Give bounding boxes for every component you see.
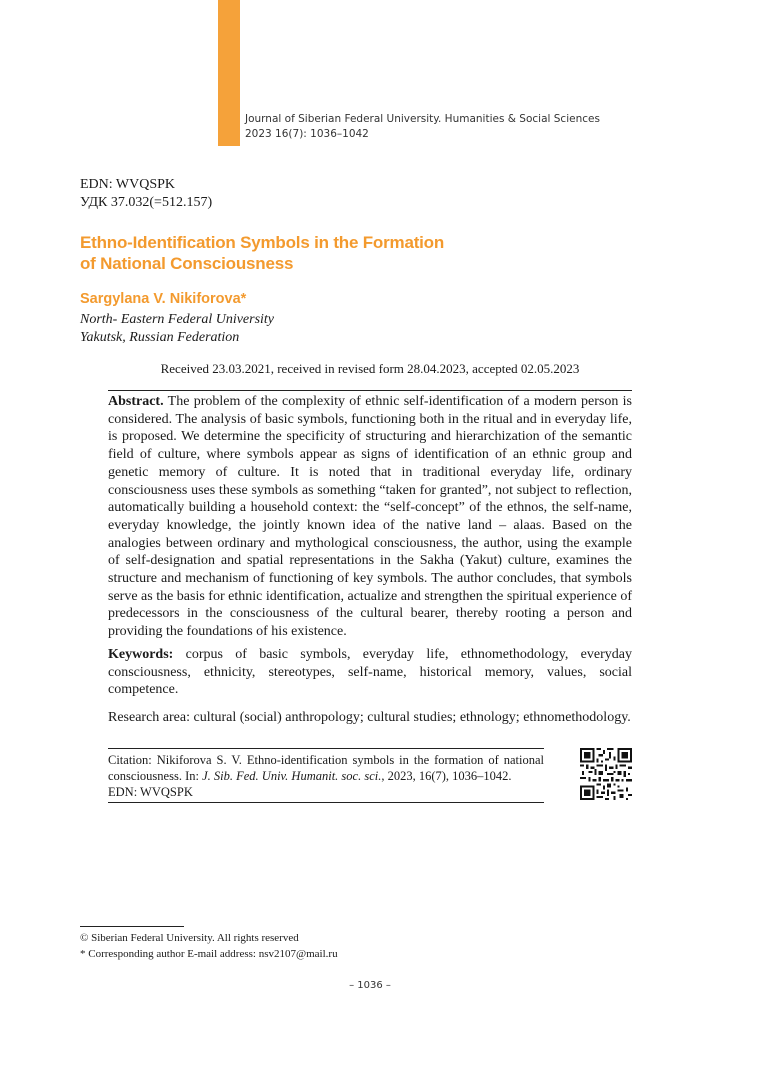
citation-divider-bottom	[108, 802, 544, 803]
citation-suffix: , 2023, 16(7), 1036–1042.	[381, 769, 512, 783]
journal-name: Journal of Siberian Federal University. Humanities & Social Sciences	[245, 113, 600, 125]
footnote-divider	[80, 926, 184, 927]
journal-header	[245, 112, 600, 142]
author-name: Sargylana V. Nikiforova*	[80, 291, 247, 307]
corresponding-author-note: * Corresponding author E-mail address: nsv2107@mail.ru	[80, 948, 338, 960]
article-identifiers	[80, 176, 212, 212]
keywords-label: Keywords:	[108, 647, 174, 662]
affiliation-location: Yakutsk, Russian Federation	[80, 330, 240, 345]
keywords	[108, 646, 632, 699]
title-line-1: Ethno-Identification Symbols in the Formation	[80, 233, 445, 252]
received-dates: Received 23.03.2021, received in revised form 28.04.2023, accepted 02.05.2023	[160, 361, 580, 376]
qr-code-icon	[580, 748, 632, 800]
footnotes	[80, 930, 338, 962]
abstract-divider	[108, 390, 632, 391]
citation-prefix: Citation: Nikiforova S. V. Ethno-identification symbols in the formation of national consciousness. In:	[108, 753, 544, 783]
abstract-label: Abstract.	[108, 394, 164, 409]
abstract	[108, 393, 632, 641]
author-affiliation	[80, 311, 274, 347]
journal-accent-bar	[218, 0, 240, 146]
abstract-text: The problem of the complexity of ethnic self-identification of a modern person is considered. The analysis of basic symbols, functioning both in the ritual and in everyday life, is proposed. We determine the specificity of structuring and hierarchization of the semantic field of culture, where symbols appear as signs of identification of an ethnic group and genetic memory of culture. It is noted that in traditional everyday life, ordinary consciousness uses these symbols as something “taken for granted”, not subject to reflection, automatically building a household context: the “self-concept” of the ethnos, the self-name, everyday knowledge, the jointly known idea of the native land – alaas. Based on the analogies between ordinary and mythological consciousness, the author, using the example of self-designation and spatial representations in the Sakha (Yakut) culture, examines the structure and mechanism of functioning of key symbols. The author concludes, that symbols serve as the basis for ethnic identification, actualize and strengthen the spiritual experience of predecessors in the consciousness of the cultural bearer, thereby rooting a person and providing the foundations of his existence.	[108, 394, 633, 640]
title-line-2: of National Consciousness	[80, 254, 294, 273]
keywords-text: corpus of basic symbols, everyday life, ethnomethodology, everyday consciousness, ethnicity, stereotypes, self-name, historical memory, values, social competence.	[108, 647, 632, 698]
research-area: Research area: cultural (social) anthropology; cultural studies; ethnology; ethnomethodology.	[108, 710, 631, 725]
udk-code: УДК 37.032(=512.157)	[80, 195, 213, 210]
citation-journal: J. Sib. Fed. Univ. Humanit. soc. sci.	[202, 769, 382, 783]
article-title	[80, 232, 444, 274]
copyright-note: © Siberian Federal University. All rights reserved	[80, 932, 299, 944]
journal-issue: 2023 16(7): 1036–1042	[245, 128, 369, 140]
page-number: – 1036 –	[349, 980, 391, 991]
citation-edn: EDN: WVQSPK	[108, 785, 193, 799]
affiliation-university: North- Eastern Federal University	[80, 312, 275, 327]
citation	[108, 752, 544, 800]
citation-divider-top	[108, 748, 544, 749]
edn-code: EDN: WVQSPK	[80, 177, 176, 192]
